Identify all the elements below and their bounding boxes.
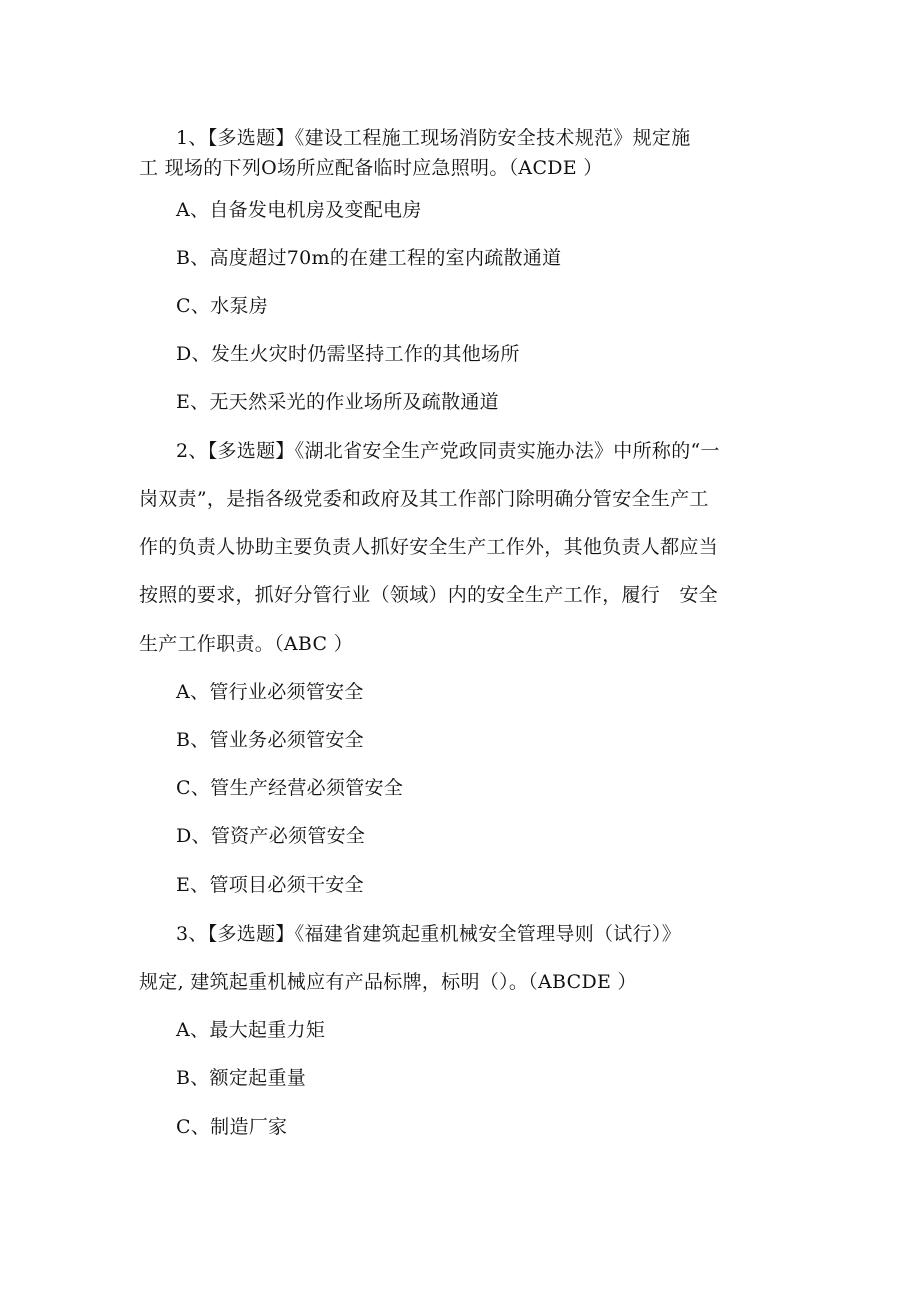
- question-1-stem-line-2: 工 现场的下列O场所应配备临时应急照明。（ACDE ）: [139, 157, 603, 179]
- question-1-option-c: C、水泵房: [176, 295, 269, 317]
- question-2-stem-line-4: 按照的要求，抓好分管行业（领域）内的安全生产工作，履行 安全: [139, 584, 719, 606]
- question-3-option-c: C、制造厂家: [176, 1116, 288, 1138]
- question-2-option-e: E、管项目必须干安全: [176, 874, 364, 896]
- question-1-option-a: A、自备发电机房及变配电房: [176, 199, 422, 221]
- question-3-stem-line-1: 3、【多选题】《福建省建筑起重机械安全管理导则（试行）》: [176, 923, 681, 945]
- question-1-option-e: E、无天然采光的作业场所及疏散通道: [176, 391, 499, 413]
- question-1-option-d: D、发生火灾时仍需坚持工作的其他场所: [176, 343, 520, 365]
- question-2-stem-line-1: 2、【多选题】《湖北省安全生产党政同责实施办法》中所称的“一: [176, 440, 720, 462]
- question-3-option-a: A、最大起重力矩: [176, 1019, 326, 1041]
- question-3-option-b: B、额定起重量: [176, 1067, 307, 1089]
- question-2-stem-line-5: 生产工作职责。（ABC ）: [139, 633, 354, 655]
- question-2-stem-line-2: 岗双责”，是指各级党委和政府及其工作部门除明确分管安全生产工: [139, 488, 709, 510]
- question-2-option-c: C、管生产经营必须管安全: [176, 777, 404, 799]
- question-2-option-a: A、管行业必须管安全: [176, 681, 364, 703]
- question-2-option-b: B、管业务必须管安全: [176, 729, 364, 751]
- question-1-option-b: B、高度超过70m的在建工程的室内疏散通道: [176, 247, 562, 269]
- question-3-stem-line-2: 规定, 建筑起重机械应有产品标牌，标明（）。（ABCDE ）: [139, 971, 637, 993]
- question-1-stem-line-1: 1、【多选题】《建设工程施工现场消防安全技术规范》规定施: [176, 127, 691, 149]
- question-2-option-d: D、管资产必须管安全: [176, 825, 366, 847]
- question-2-stem-line-3: 作的负责人协助主要负责人抓好安全生产工作外，其他负责人都应当: [139, 536, 719, 558]
